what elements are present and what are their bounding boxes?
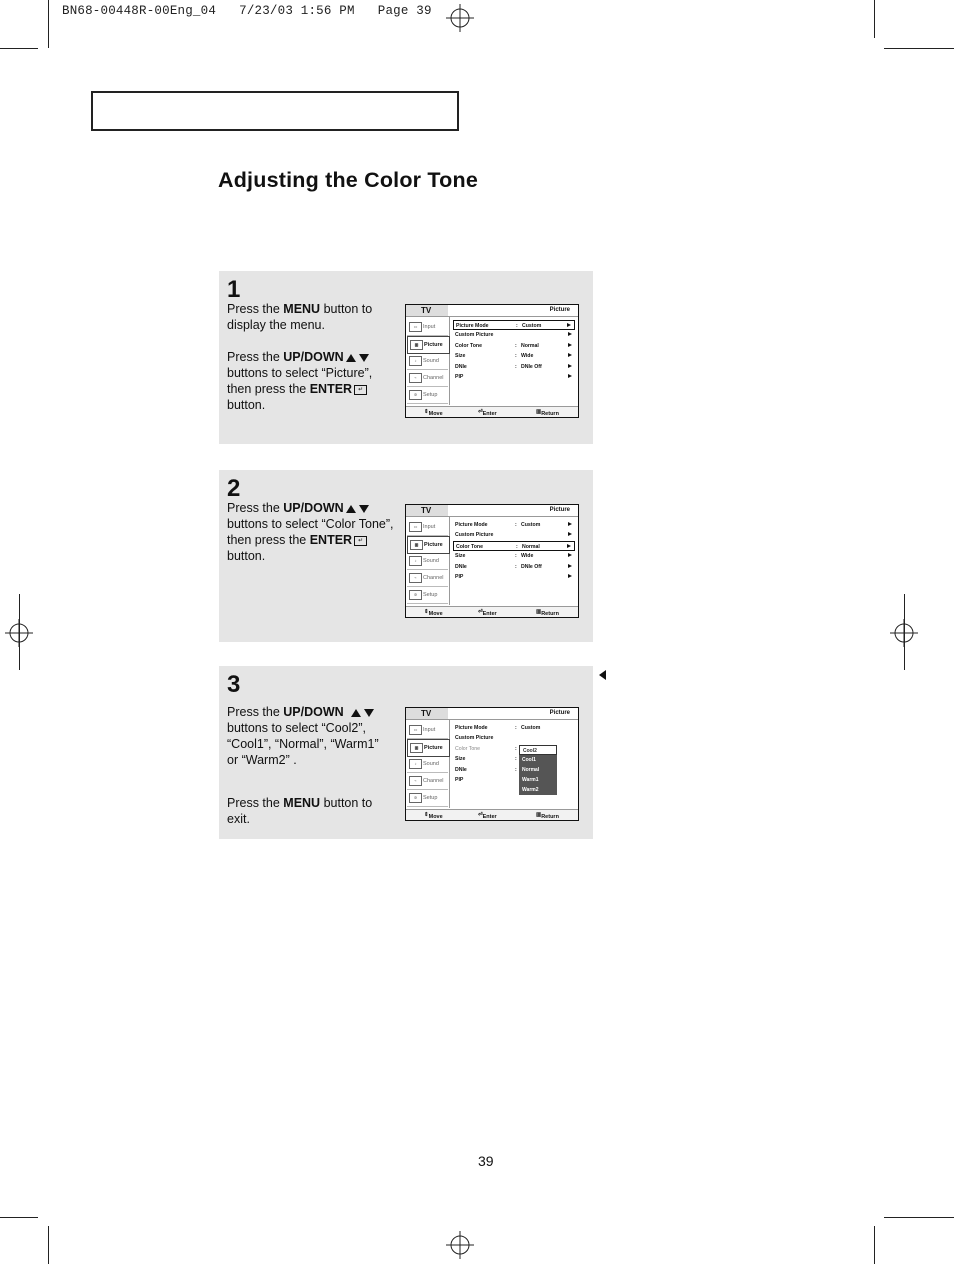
down-arrow-icon <box>359 505 369 513</box>
arrow-right-icon <box>568 553 572 557</box>
step-number: 1 <box>227 276 241 303</box>
text: button to display the menu. <box>227 302 373 332</box>
arrow-right-icon <box>568 564 572 568</box>
sidebar-label: Sound <box>423 358 439 364</box>
row-value: Normal <box>521 342 539 349</box>
sidebar-item-channel <box>407 570 448 587</box>
text: Press the <box>227 501 284 515</box>
sidebar-label: Channel <box>423 778 444 784</box>
menu-row-picture-mode <box>453 723 575 733</box>
sidebar-label: Sound <box>423 558 439 564</box>
enter-label: Enter <box>482 814 497 820</box>
tv-bottom-bar <box>406 406 578 417</box>
bold-text: MENU <box>283 302 321 316</box>
step-panel-1 <box>219 271 593 444</box>
row-colon: : <box>515 725 517 731</box>
crop-mark <box>884 1217 954 1218</box>
page-number: 39 <box>478 1153 494 1169</box>
bold-text: ENTER <box>309 533 353 547</box>
instruction-paragraph <box>227 795 387 827</box>
return-label: Return <box>541 411 559 417</box>
input-icon: ▭ <box>409 522 422 532</box>
row-colon: : <box>515 353 517 360</box>
dropdown-option: Warm2 <box>522 787 539 793</box>
sidebar-item-sound <box>407 353 448 370</box>
tv-sidebar <box>406 517 450 605</box>
up-arrow-icon <box>346 354 356 362</box>
text: buttons to select “Cool2”, “Cool1”, “Normal”, “Warm1” or “Warm2” . <box>227 721 379 767</box>
move-label: Move <box>428 611 443 617</box>
registration-mark-icon <box>446 4 474 32</box>
arrow-right-icon <box>568 364 572 368</box>
print-header: BN68-00448R-00Eng_04 7/23/03 1:56 PM Page 39 <box>62 4 432 18</box>
sidebar-item-channel <box>407 370 448 387</box>
row-name: Custom Picture <box>455 532 494 539</box>
row-name: Picture Mode <box>455 522 488 528</box>
text: Press the <box>227 705 284 719</box>
channel-icon: ⌁ <box>409 373 422 383</box>
arrow-right-icon <box>568 332 572 336</box>
tv-sidebar <box>406 317 450 405</box>
row-name: DNIe <box>455 766 467 773</box>
menu-row-custom-picture <box>453 733 575 743</box>
instruction-paragraph <box>227 704 387 768</box>
row-colon: : <box>515 745 517 752</box>
tv-top-bar <box>406 708 578 720</box>
tv-bottom-bar <box>406 809 578 820</box>
row-name: PIP <box>455 373 464 380</box>
row-name: Color Tone <box>456 543 483 550</box>
sidebar-item-input <box>407 722 448 739</box>
menu-title: Picture <box>549 307 570 313</box>
sidebar-label: Picture <box>424 342 443 348</box>
picture-icon: ▥ <box>410 743 423 753</box>
text: Press the <box>227 350 284 364</box>
step-number: 2 <box>227 475 241 502</box>
menu-row-size <box>453 351 575 361</box>
sidebar-label: Input <box>423 524 436 530</box>
row-name: Picture Mode <box>456 323 489 329</box>
enter-label: Enter <box>482 411 497 417</box>
row-colon: : <box>515 756 517 763</box>
row-colon: : <box>515 342 517 349</box>
left-pointer-icon <box>599 670 606 680</box>
setup-icon: ✲ <box>409 390 422 400</box>
sidebar-item-picture <box>407 336 450 354</box>
bold-text: UP/DOWN <box>283 705 344 719</box>
row-value: DNIe Off <box>521 563 542 570</box>
row-colon: : <box>515 766 517 773</box>
return-hint: ▥ Return <box>536 609 559 617</box>
menu-row-custom-picture <box>453 330 575 340</box>
color-tone-dropdown <box>519 745 557 795</box>
row-name: Size <box>455 553 466 560</box>
menu-rows <box>453 320 575 382</box>
instruction-paragraph <box>227 500 403 564</box>
setup-icon: ✲ <box>409 590 422 600</box>
return-label: Return <box>541 814 559 820</box>
step-panel-2 <box>219 470 593 642</box>
row-colon: : <box>515 553 517 560</box>
menu-title: Picture <box>549 507 570 513</box>
sidebar-label: Sound <box>423 761 439 767</box>
enter-icon: ↵ <box>354 385 367 395</box>
row-name: Custom Picture <box>455 332 494 339</box>
crop-mark <box>19 594 20 670</box>
menu-row-picture-mode <box>453 320 575 330</box>
move-label: Move <box>428 411 443 417</box>
row-colon: : <box>515 563 517 570</box>
sidebar-label: Input <box>423 727 436 733</box>
arrow-right-icon <box>567 323 571 327</box>
row-name: DNIe <box>455 363 467 370</box>
row-name: Picture Mode <box>455 725 488 731</box>
menu-row-size <box>453 551 575 561</box>
sidebar-item-sound <box>407 553 448 570</box>
row-name: PIP <box>455 776 464 783</box>
enter-hint: ⏎ Enter <box>478 609 497 617</box>
text: button. <box>227 549 266 563</box>
tv-menu-screen <box>405 504 579 618</box>
sidebar-label: Setup <box>423 592 438 598</box>
bold-text: MENU <box>283 796 321 810</box>
bold-text: UP/DOWN <box>283 350 344 364</box>
sound-icon: ♪ <box>409 759 422 769</box>
step-instructions <box>227 301 387 413</box>
enter-icon: ↵ <box>354 536 367 546</box>
instruction-paragraph <box>227 301 387 333</box>
sidebar-item-sound <box>407 756 448 773</box>
crop-mark <box>904 594 905 670</box>
menu-title: Picture <box>549 710 570 716</box>
picture-icon: ▥ <box>410 540 423 550</box>
arrow-right-icon <box>568 374 572 378</box>
menu-row-dnie <box>453 362 575 372</box>
sidebar-label: Picture <box>424 542 443 548</box>
sidebar-item-input <box>407 319 448 336</box>
row-colon: : <box>516 323 518 329</box>
arrow-right-icon <box>568 532 572 536</box>
channel-icon: ⌁ <box>409 776 422 786</box>
move-hint: ⇕ Move <box>424 609 443 617</box>
up-arrow-icon <box>346 505 356 513</box>
row-value: Custom <box>522 323 542 329</box>
tv-menu-screen <box>405 304 579 418</box>
menu-row-color-tone <box>453 341 575 351</box>
return-label: Return <box>541 611 559 617</box>
row-value: Wide <box>521 353 534 360</box>
enter-label: Enter <box>482 611 497 617</box>
up-arrow-icon <box>351 709 361 717</box>
crop-mark <box>0 48 38 49</box>
row-name: Size <box>455 353 466 360</box>
text: Press the <box>227 302 284 316</box>
sidebar-item-setup <box>407 790 448 807</box>
input-icon: ▭ <box>409 725 422 735</box>
sound-icon: ♪ <box>409 356 422 366</box>
registration-mark-icon <box>446 1231 474 1259</box>
row-colon: : <box>516 543 518 550</box>
tv-top-bar <box>406 305 578 317</box>
move-label: Move <box>428 814 443 820</box>
row-colon: : <box>515 363 517 370</box>
row-value: Normal <box>522 543 540 550</box>
row-name: DNIe <box>455 563 467 570</box>
crop-mark <box>874 0 875 38</box>
bold-text: UP/DOWN <box>283 501 344 515</box>
text: buttons to select “Color Tone”, then press the <box>227 517 394 547</box>
menu-row-pip <box>453 572 575 582</box>
enter-hint: ⏎ Enter <box>478 409 497 417</box>
crop-mark <box>48 0 49 48</box>
return-hint: ▥ Return <box>536 409 559 417</box>
arrow-right-icon <box>567 544 571 548</box>
row-name: PIP <box>455 573 464 580</box>
row-value: DNIe Off <box>521 363 542 370</box>
dropdown-option: Warm1 <box>522 777 539 783</box>
step-instructions <box>227 704 387 827</box>
tv-label: TV <box>421 306 432 315</box>
menu-row-picture-mode <box>453 520 575 530</box>
menu-row-custom-picture <box>453 530 575 540</box>
dropdown-option: Normal <box>522 767 540 773</box>
text: Press the <box>227 796 284 810</box>
picture-icon: ▥ <box>410 340 423 350</box>
crop-mark <box>48 1226 49 1264</box>
step-instructions <box>227 500 403 564</box>
row-name: Color Tone <box>455 342 482 349</box>
row-value: Wide <box>521 553 534 560</box>
menu-row-color-tone <box>453 541 575 551</box>
sidebar-item-input <box>407 519 448 536</box>
down-arrow-icon <box>359 354 369 362</box>
step-panel-3 <box>219 666 593 839</box>
tv-label: TV <box>421 506 432 515</box>
crop-mark <box>0 1217 38 1218</box>
down-arrow-icon <box>364 709 374 717</box>
move-hint: ⇕ Move <box>424 409 443 417</box>
row-colon: : <box>515 522 517 528</box>
row-name: Custom Picture <box>455 735 494 742</box>
sidebar-label: Channel <box>423 375 444 381</box>
row-name: Size <box>455 756 466 763</box>
sidebar-label: Setup <box>423 392 438 398</box>
menu-rows <box>453 520 575 582</box>
move-hint: ⇕ Move <box>424 812 443 820</box>
bold-text: ENTER <box>309 382 353 396</box>
dropdown-option: Cool2 <box>519 745 557 755</box>
return-hint: ▥ Return <box>536 812 559 820</box>
tv-bottom-bar <box>406 606 578 617</box>
tv-label: TV <box>421 709 432 718</box>
tv-sidebar <box>406 720 450 808</box>
dropdown-option: Cool1 <box>522 757 536 763</box>
sidebar-label: Input <box>423 324 436 330</box>
enter-hint: ⏎ Enter <box>478 812 497 820</box>
crop-mark <box>884 48 954 49</box>
crop-mark <box>874 1226 875 1264</box>
arrow-right-icon <box>568 353 572 357</box>
tv-top-bar <box>406 505 578 517</box>
sound-icon: ♪ <box>409 556 422 566</box>
sidebar-item-setup <box>407 587 448 604</box>
tv-menu-screen <box>405 707 579 821</box>
menu-row-dnie <box>453 562 575 572</box>
sidebar-item-channel <box>407 773 448 790</box>
channel-icon: ⌁ <box>409 573 422 583</box>
sidebar-label: Channel <box>423 575 444 581</box>
text: button to exit. <box>227 796 373 826</box>
step-number: 3 <box>227 671 241 698</box>
text: buttons to select “Picture”, then press the <box>227 366 373 396</box>
sidebar-item-picture <box>407 739 450 757</box>
text: button. <box>227 398 266 412</box>
sidebar-item-setup <box>407 387 448 404</box>
menu-row-pip <box>453 372 575 382</box>
input-icon: ▭ <box>409 322 422 332</box>
arrow-right-icon <box>568 574 572 578</box>
instruction-paragraph <box>227 349 387 413</box>
section-header-box <box>91 91 459 131</box>
arrow-right-icon <box>568 522 572 526</box>
sidebar-label: Setup <box>423 795 438 801</box>
row-value: Custom <box>521 725 541 731</box>
setup-icon: ✲ <box>409 793 422 803</box>
sidebar-label: Picture <box>424 745 443 751</box>
sidebar-item-picture <box>407 536 450 554</box>
row-value: Custom <box>521 522 541 528</box>
page-title: Adjusting the Color Tone <box>218 168 478 192</box>
arrow-right-icon <box>568 343 572 347</box>
row-name: Color Tone <box>455 745 480 752</box>
